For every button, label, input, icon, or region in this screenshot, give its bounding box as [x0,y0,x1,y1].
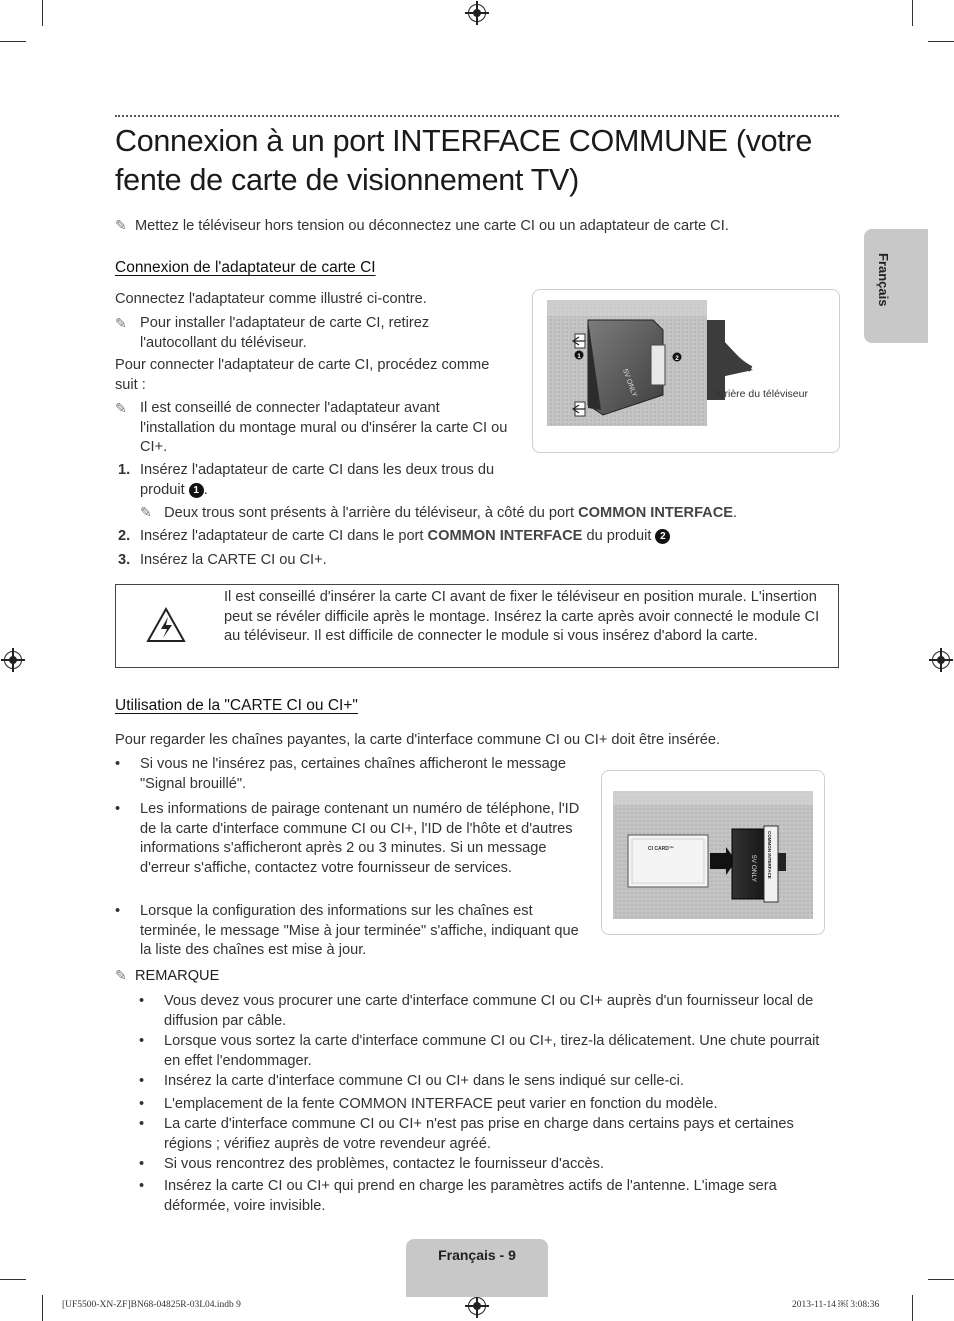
bullet-icon: • [139,1156,145,1172]
bullet-icon: • [115,756,121,772]
list-item [115,800,585,878]
crop-mark [42,0,43,26]
adapter-note-1 [115,314,515,353]
remarque-text: Insérez la carte d'interface commune CI ou CI+ dans le sens indiqué sur celle-ci. [164,1073,684,1089]
page-number: Français - 9 [438,1247,516,1263]
step-2-text: Insérez l'adaptateur de carte CI dans le port [140,528,424,544]
ci-card-illustration [602,771,824,934]
bullet-icon: • [139,1116,145,1132]
registration-mark-icon [468,1297,486,1315]
language-tab [864,229,928,343]
warning-icon [146,607,186,643]
adapter-note-2-text: Il est conseillé de connecter l'adaptateur avant l'installation du montage mural ou d'insérer la carte CI ou CI+. [140,400,508,455]
bullet-icon: • [139,1178,145,1194]
module-label: 5V ONLY [750,855,757,882]
crop-mark [42,1295,43,1321]
warning-text: Il est conseillé d'insérer la carte CI avant de fixer le téléviseur en position murale. L'insertion peut se révéler difficile après le montage. Insérez la carte après avoir connecté le module CI au téléviseur. Il est difficile de connecter le module si vous insérez d'abord la carte. [224,589,820,644]
remarque-text: Insérez la carte CI ou CI+ qui prend en charge les paramètres actifs de l'antenne. L'image sera déformée, voire invisible. [164,1178,777,1214]
page-number-tab [406,1239,548,1297]
bullet-icon: • [139,1033,145,1049]
bullet-icon: • [115,801,121,817]
step-2 [115,527,815,547]
crop-mark [912,0,913,26]
bullet-text: Les informations de pairage contenant un numéro de téléphone, l'ID de la carte d'interface commune CI ou CI+, l'ID de l'hôte et d'autres informations s'afficheront après 2 ou 3 minutes. Si un message d'erreur s'affiche, contactez votre fournisseur de services. [140,801,580,876]
page-title: Connexion à un port INTERFACE COMMUNE (votre fente de carte de visionnement TV) [115,124,812,197]
section-heading-card: Utilisation de la "CARTE CI ou CI+" [115,697,358,714]
list-item [139,1155,834,1175]
adapter-note-2 [115,399,515,458]
crop-mark [0,41,26,42]
slot-label: COMMON INTERFACE [767,831,772,879]
step-3 [115,551,815,571]
ci-card [628,835,708,887]
intro-note-text: Mettez le téléviseur hors tension ou déconnectez une carte CI ou un adaptateur de carte CI. [135,218,729,234]
card-intro: Pour regarder les chaînes payantes, la carte d'interface commune CI ou CI+ doit être insérée. [115,732,721,748]
remarque-text: Vous devez vous procurer une carte d'interface commune CI ou CI+ auprès d'un fournisseur local de diffusion par câble. [164,993,814,1029]
list-item [139,992,834,1031]
crop-mark [912,1295,913,1321]
bullet-icon: • [139,1073,145,1089]
figure-caption: Arrière du téléviseur [714,388,808,400]
adapter-paragraph-2: Pour connecter l'adaptateur de carte CI, procédez comme suit : [115,357,490,393]
adapter-illustration [533,290,839,452]
registration-mark-icon [468,4,486,22]
marker-2-label: 2 [675,355,679,362]
figure-adapter [532,289,840,453]
crop-mark [928,41,954,42]
marker-1-icon: 1 [189,483,204,498]
warning-box [115,584,839,668]
adapter-note-1-text: Pour installer l'adaptateur de carte CI, retirez l'autocollant du téléviseur. [140,315,430,351]
step-1-text-block [140,461,515,500]
marker-2-icon: 2 [655,529,670,544]
step-2-text-end: du produit [586,528,652,544]
remarque-text: Lorsque vous sortez la carte d'interface commune CI ou CI+, tirez-la délicatement. Une chute pourrait en effet l'endommager. [164,1033,820,1069]
step-number: 1. [118,462,131,478]
step-1-note-text: Deux trous sont présents à l'arrière du téléviseur, à côté du port [164,505,575,521]
crop-mark [0,1279,26,1280]
registration-mark-icon [4,651,22,669]
step-number: 2. [118,528,131,544]
print-timestamp: 2013-11-14 ￼ 3:08:36 [792,1300,880,1310]
step-2-text-block [140,527,815,547]
marker-1-label: 1 [577,353,581,360]
bullet-icon: • [139,993,145,1009]
pencil-icon: ✎ [115,217,127,233]
remarque-text: L'emplacement de la fente COMMON INTERFACE peut varier en fonction du modèle. [164,1096,718,1112]
language-tab-label: Français [876,253,891,307]
list-item [139,1072,834,1092]
bullet-icon: • [139,1096,145,1112]
step-number: 3. [118,552,131,568]
step-3-text: Insérez la CARTE CI ou CI+. [140,552,327,568]
title-rule [115,115,839,117]
adapter-paragraph-1: Connectez l'adaptateur comme illustré ci-contre. [115,291,427,307]
remarque-heading [115,966,415,987]
bullet-text: Lorsque la configuration des informations sur les chaînes est terminée, le message "Mise à jour terminée" s'affiche, indiquant que la liste des chaînes est mise à jour. [140,903,579,958]
card-label: 5V ONLY [621,368,638,398]
list-item [139,1032,834,1071]
ci-card-label: CI CARD™ [648,846,674,852]
list-item [139,1115,834,1154]
remarque-label: REMARQUE [135,968,220,984]
pencil-icon: ✎ [115,400,127,416]
crop-mark [928,1279,954,1280]
pencil-icon: ✎ [140,504,152,520]
bullet-text: Si vous ne l'insérez pas, certaines chaînes afficheront le message "Signal brouillé". [140,756,566,792]
step-1 [115,461,515,500]
step-1-note-end: . [733,505,738,521]
section-heading-adapter: Connexion de l'adaptateur de carte CI [115,259,376,276]
step-1-note [140,503,840,524]
list-item [139,1177,834,1216]
pencil-icon: ✎ [115,315,127,331]
list-item [115,755,585,794]
step-1-note-bold: COMMON INTERFACE [578,505,733,521]
intro-note [115,216,835,237]
step-1-end: . [203,481,208,498]
step-1-text: Insérez l'adaptateur de carte CI dans les deux trous du produit [140,462,495,498]
remarque-text: La carte d'interface commune CI ou CI+ n'est pas prise en charge dans certains pays et certaines régions ; vérifiez auprès de votre revendeur agréé. [164,1116,794,1152]
registration-mark-icon [932,651,950,669]
bullet-icon: • [115,903,121,919]
figure-ci-card [601,770,825,935]
list-item [139,1095,834,1115]
list-item [115,902,585,961]
remarque-text: Si vous rencontrez des problèmes, contactez le fournisseur d'accès. [164,1156,605,1172]
print-file-info: [UF5500-XN-ZF]BN68-04825R-03L04.indb 9 [62,1300,241,1310]
pencil-icon: ✎ [115,967,127,983]
step-2-bold: COMMON INTERFACE [427,528,583,544]
